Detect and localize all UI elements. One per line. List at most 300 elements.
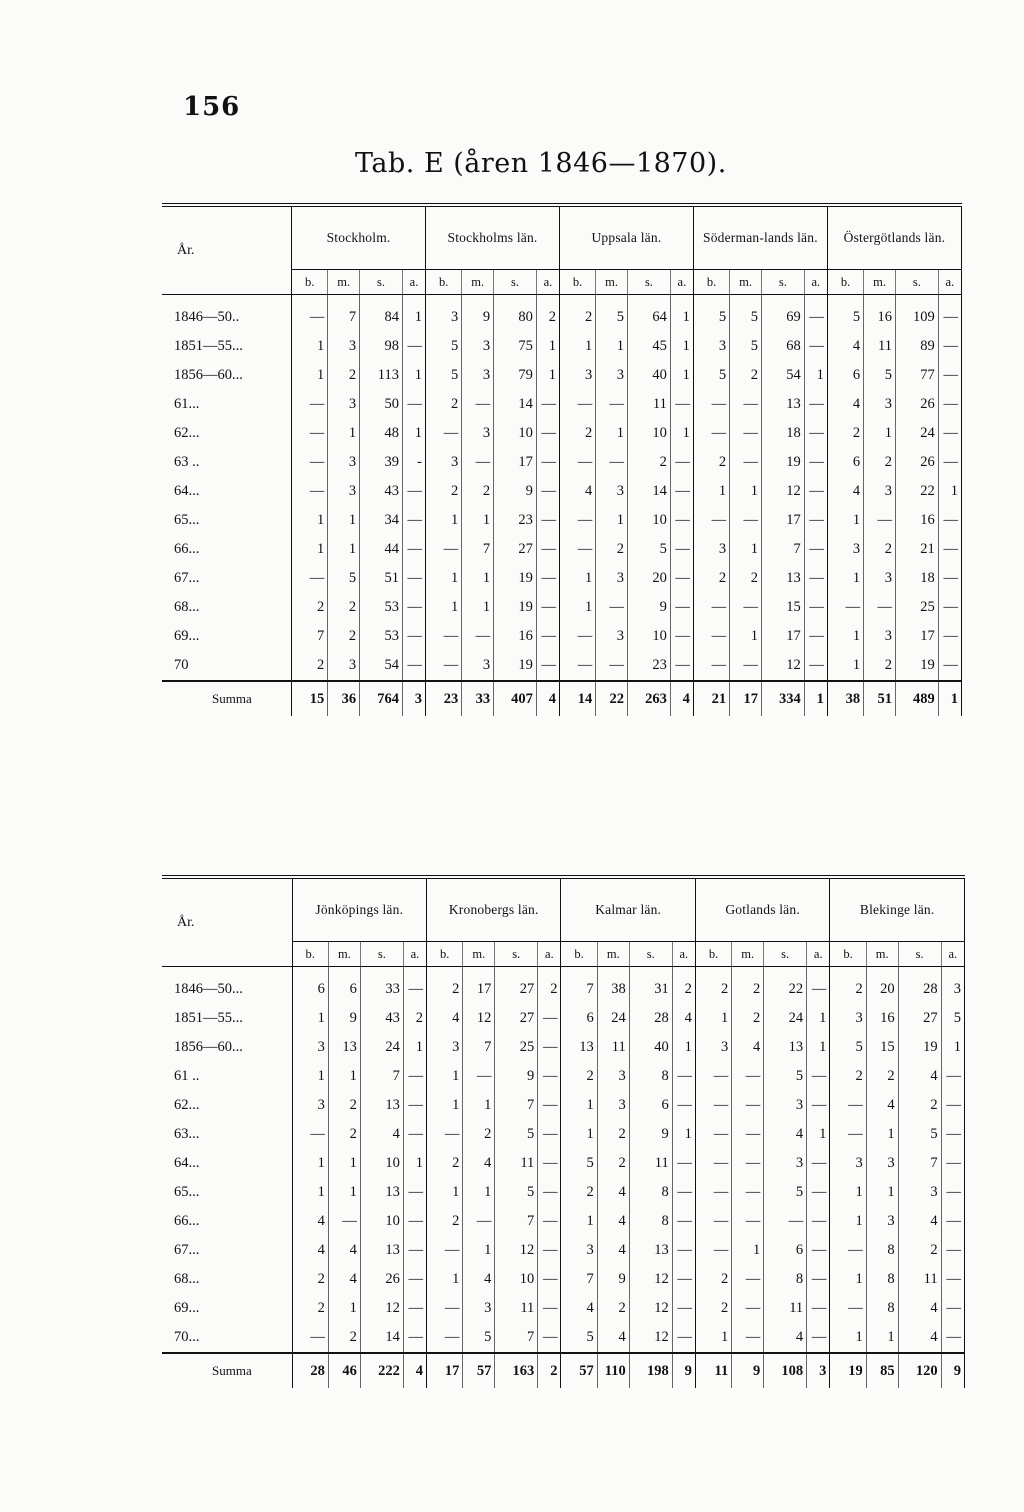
table-cell: 12 [761,477,804,506]
table-cell: 8 [629,1062,672,1091]
year-label: 69... [162,622,292,651]
table-cell: 31 [629,967,672,1005]
sub-header: m. [864,270,896,295]
year-label: 62... [162,419,292,448]
table-cell: 3 [426,295,462,333]
table-cell: 1 [827,651,863,681]
table-cell: — [672,1265,695,1294]
year-label: 1856—60... [162,361,292,390]
table-cell: 12 [629,1265,672,1294]
table-cell: 3 [596,564,628,593]
table-cell: — [807,967,830,1005]
summa-cell: 120 [898,1353,941,1388]
table-cell: 2 [597,1149,629,1178]
table-cell: — [672,1149,695,1178]
table-cell: 1 [561,1091,597,1120]
table-cell: — [938,622,961,651]
table-cell: 7 [495,1207,538,1236]
table-cell: 3 [830,1004,866,1033]
table-cell: 1 [596,419,628,448]
table-cell: — [695,1178,731,1207]
table-cell: 19 [895,651,938,681]
year-label: 64... [162,477,292,506]
table-cell: 2 [536,295,559,333]
table-cell: — [427,1294,463,1323]
table-cell: 13 [764,1033,807,1062]
table-cell: 1 [804,361,827,390]
table-cell: 38 [597,967,629,1005]
table-cell: — [695,1149,731,1178]
table-cell: — [427,1323,463,1353]
table-cell: — [426,651,462,681]
table-cell: 5 [628,535,671,564]
table-cell: — [559,535,595,564]
county-header: Stockholm. [292,205,426,270]
table-cell: — [693,593,729,622]
table-cell: 19 [898,1033,941,1062]
table-cell: — [672,1294,695,1323]
table-cell: 2 [672,967,695,1005]
table-cell: 2 [628,448,671,477]
table-cell: — [292,390,328,419]
table-cell: 2 [830,1062,866,1091]
table-cell: — [807,1294,830,1323]
year-label: 67... [162,564,292,593]
summa-cell: 9 [672,1353,695,1388]
table-cell: — [830,1294,866,1323]
table-cell: — [402,593,425,622]
sub-header: s. [360,270,403,295]
table-cell: 2 [597,1120,629,1149]
table-cell: 43 [360,1004,403,1033]
table-cell: — [670,593,693,622]
table-cell: 1 [292,361,328,390]
table-cell: 2 [403,1004,426,1033]
table-cell: 3 [830,1149,866,1178]
table-cell: 1 [402,295,425,333]
table-cell: — [670,448,693,477]
table-cell: 75 [494,332,537,361]
table-cell: — [732,1207,764,1236]
table-cell: — [426,535,462,564]
table-cell: 1 [328,1294,360,1323]
sub-header: s. [494,270,537,295]
table-cell: 44 [360,535,403,564]
sub-header: s. [764,942,807,967]
table-cell: — [402,622,425,651]
summa-cell: 51 [864,681,896,716]
table-cell: — [672,1062,695,1091]
table-cell: — [807,1091,830,1120]
sub-header: b. [559,270,595,295]
county-header: Söderman-lands län. [693,205,827,270]
table-cell: 3 [328,448,360,477]
table-cell: — [732,1294,764,1323]
summa-cell: 9 [941,1353,964,1388]
table-cell: 4 [672,1004,695,1033]
table-cell: 1 [670,361,693,390]
sub-header: m. [597,942,629,967]
table-cell: 14 [628,477,671,506]
table-cell: — [732,1265,764,1294]
summa-cell: 46 [328,1353,360,1388]
table-cell: 2 [864,651,896,681]
table-cell: 7 [561,967,597,1005]
summa-cell: 33 [462,681,494,716]
table-cell: 28 [898,967,941,1005]
year-label: 69... [162,1294,292,1323]
table-cell: — [463,1207,495,1236]
table-cell: 1 [292,535,328,564]
summa-cell: 22 [596,681,628,716]
table-cell: 5 [941,1004,964,1033]
table-cell: 12 [360,1294,403,1323]
table-cell: — [538,1091,561,1120]
sub-header: b. [292,942,328,967]
table-row [162,622,962,651]
table-cell: 1 [866,1120,898,1149]
table-cell: — [693,390,729,419]
table-cell: 9 [462,295,494,333]
table-cell: 68 [761,332,804,361]
table-cell: 4 [427,1004,463,1033]
table-cell: 1 [827,622,863,651]
table-cell: 5 [561,1149,597,1178]
summa-cell: 263 [628,681,671,716]
table-cell: 24 [764,1004,807,1033]
table-cell: 1 [672,1120,695,1149]
table-cell: 13 [360,1091,403,1120]
table-row [162,332,962,361]
year-label: 68... [162,1265,292,1294]
table-cell: 13 [328,1033,360,1062]
table-cell: 1 [807,1004,830,1033]
table-cell: — [764,1207,807,1236]
table-cell: 13 [561,1033,597,1062]
table-cell: 8 [866,1294,898,1323]
table-cell: — [938,506,961,535]
table-cell: 2 [898,1091,941,1120]
table-cell: — [732,1120,764,1149]
table-cell: 5 [495,1178,538,1207]
table-cell: — [693,622,729,651]
table-cell: 1 [596,506,628,535]
county-header: Stockholms län. [426,205,560,270]
table-cell: 2 [427,967,463,1005]
table-cell: 9 [628,593,671,622]
table-cell: — [403,1236,426,1265]
county-header: Blekinge län. [830,877,965,942]
table-cell: 1 [827,506,863,535]
table-cell: 9 [495,1062,538,1091]
table-cell: — [536,564,559,593]
table-cell: — [292,448,328,477]
table-cell: 4 [328,1265,360,1294]
table-cell: 1 [403,1033,426,1062]
table-cell: 109 [895,295,938,333]
table-cell: — [693,651,729,681]
table-cell: 1 [462,564,494,593]
table-cell: — [941,1062,964,1091]
table-cell: 15 [866,1033,898,1062]
table-cell: 3 [462,419,494,448]
table-cell: 77 [895,361,938,390]
table-cell: — [462,622,494,651]
table-cell: 3 [864,622,896,651]
table-cell: 16 [494,622,537,651]
table-cell: 89 [895,332,938,361]
table-cell: — [695,1207,731,1236]
table-cell: — [536,622,559,651]
table-cell: 9 [328,1004,360,1033]
table-cell: — [536,448,559,477]
table-cell: — [536,651,559,681]
sub-header: s. [898,942,941,967]
table-cell: — [730,419,762,448]
table-cell: 1 [328,506,360,535]
table-cell: — [670,622,693,651]
table-row [162,1062,965,1091]
table-cell: — [804,506,827,535]
table-cell: 2 [559,419,595,448]
table-cell: 1 [328,535,360,564]
table-cell: — [695,1236,731,1265]
summa-cell: 4 [403,1353,426,1388]
summa-cell: 23 [426,681,462,716]
table-cell: 3 [898,1178,941,1207]
table-cell: 16 [866,1004,898,1033]
table-cell: — [827,593,863,622]
table-row [162,419,962,448]
table-row [162,1236,965,1265]
summa-cell: 19 [830,1353,866,1388]
table-cell: 12 [495,1236,538,1265]
table-cell: 10 [628,622,671,651]
sub-header: a. [670,270,693,295]
table-row [162,1033,965,1062]
year-column-header: År. [162,877,292,967]
summa-row [162,1353,965,1388]
table-cell: — [462,390,494,419]
table-cell: 1 [462,506,494,535]
table-cell: — [670,477,693,506]
table-cell: 1 [559,564,595,593]
table-cell: 54 [360,651,403,681]
county-header: Gotlands län. [695,877,829,942]
table-cell: 1 [463,1091,495,1120]
table-cell: 2 [559,295,595,333]
table-cell: 12 [761,651,804,681]
table-cell: — [402,506,425,535]
table-cell: — [426,622,462,651]
table-cell: 2 [328,622,360,651]
table-row [162,361,962,390]
table-cell: 4 [898,1062,941,1091]
table-cell: 2 [292,593,328,622]
table-cell: — [693,419,729,448]
table-cell: 1 [730,622,762,651]
year-label: 66... [162,535,292,564]
table-cell: — [807,1149,830,1178]
table-cell: 21 [895,535,938,564]
table-cell: 2 [328,593,360,622]
year-label: 63... [162,1120,292,1149]
summa-label: Summa [162,1353,292,1388]
table-cell: 7 [761,535,804,564]
summa-cell: 764 [360,681,403,716]
table-cell: 4 [898,1207,941,1236]
table-cell: 27 [495,1004,538,1033]
sub-header: a. [403,942,426,967]
table-cell: 1 [292,506,328,535]
table-cell: 1 [695,1004,731,1033]
sub-header: b. [695,942,731,967]
summa-row [162,681,962,716]
year-label: 1851—55... [162,332,292,361]
table-cell: — [807,1207,830,1236]
table-cell: — [804,390,827,419]
table-cell: 3 [328,390,360,419]
table-cell: 1 [596,332,628,361]
table-cell: 24 [895,419,938,448]
summa-cell: 17 [730,681,762,716]
table-cell: — [536,535,559,564]
table-row [162,1004,965,1033]
table-cell: — [941,1178,964,1207]
table-cell: 80 [494,295,537,333]
table-cell: — [672,1207,695,1236]
table-row [162,967,965,1005]
table-cell: 2 [866,1062,898,1091]
table-cell: 3 [864,390,896,419]
table-cell: — [941,1149,964,1178]
table-cell: 7 [360,1062,403,1091]
year-label: 1846—50.. [162,295,292,333]
table-cell: — [804,332,827,361]
table-cell: 2 [463,1120,495,1149]
table-cell: 4 [292,1207,328,1236]
sub-header: s. [495,942,538,967]
table-cell: — [938,564,961,593]
sub-header: m. [730,270,762,295]
table-cell: 5 [830,1033,866,1062]
table-cell: 2 [827,419,863,448]
sub-header: b. [693,270,729,295]
sub-header: b. [830,942,866,967]
table-cell: 18 [895,564,938,593]
table-cell: 2 [898,1236,941,1265]
table-cell: — [804,535,827,564]
table-cell: 2 [292,1265,328,1294]
table-cell: 1 [463,1236,495,1265]
table-cell: — [693,506,729,535]
table-cell: — [538,1178,561,1207]
table-cell: 22 [764,967,807,1005]
table-cell: 2 [328,1323,360,1353]
sub-header: a. [538,942,561,967]
table-cell: 1 [427,1091,463,1120]
table-row [162,295,962,333]
table-cell: — [938,361,961,390]
table-2 [162,875,965,1388]
table-cell: — [538,1120,561,1149]
table-cell: 4 [328,1236,360,1265]
table-cell: — [292,477,328,506]
year-label: 61 .. [162,1062,292,1091]
table-cell: 3 [693,535,729,564]
table-cell: 1 [328,1062,360,1091]
table-cell: 6 [561,1004,597,1033]
table-cell: — [559,390,595,419]
year-label: 68... [162,593,292,622]
table-cell: — [807,1323,830,1353]
table-cell: 33 [360,967,403,1005]
table-cell: 5 [426,361,462,390]
table-cell: — [938,332,961,361]
table-row [162,477,962,506]
table-cell: 3 [463,1294,495,1323]
table-cell: — [670,535,693,564]
table-cell: 1 [292,1004,328,1033]
table-cell: — [672,1091,695,1120]
county-header: Östergötlands län. [827,205,961,270]
table-cell: — [538,1207,561,1236]
table-cell: — [402,564,425,593]
table-cell: 16 [864,295,896,333]
table-cell: 3 [328,651,360,681]
table-cell: — [804,419,827,448]
table-row [162,1120,965,1149]
table-cell: 48 [360,419,403,448]
table-cell: 4 [597,1236,629,1265]
table-cell: — [807,1236,830,1265]
table-cell: 5 [764,1062,807,1091]
table-cell: 5 [596,295,628,333]
table-cell: — [730,506,762,535]
sub-header: m. [596,270,628,295]
table-cell: 1 [730,535,762,564]
table-cell: — [941,1294,964,1323]
summa-cell: 38 [827,681,863,716]
year-label: 61... [162,390,292,419]
table-cell: 10 [494,419,537,448]
table-cell: 2 [561,1062,597,1091]
table-cell: — [538,1033,561,1062]
table-cell: 39 [360,448,403,477]
table-cell: 1 [730,477,762,506]
table-row [162,1178,965,1207]
summa-cell: 1 [938,681,961,716]
table-row [162,1149,965,1178]
table-cell: 7 [463,1033,495,1062]
table-cell: 43 [360,477,403,506]
table-cell: 27 [495,967,538,1005]
table-cell: — [807,1265,830,1294]
table-cell: 4 [597,1323,629,1353]
table-cell: 19 [761,448,804,477]
table-cell: 2 [695,1294,731,1323]
summa-cell: 57 [561,1353,597,1388]
year-label: 67... [162,1236,292,1265]
table-cell: 1 [938,477,961,506]
table-cell: — [538,1265,561,1294]
table-cell: - [402,448,425,477]
table-cell: 17 [761,622,804,651]
table-cell: — [538,1004,561,1033]
table-cell: — [732,1178,764,1207]
table-cell: 4 [732,1033,764,1062]
table-row [162,651,962,681]
